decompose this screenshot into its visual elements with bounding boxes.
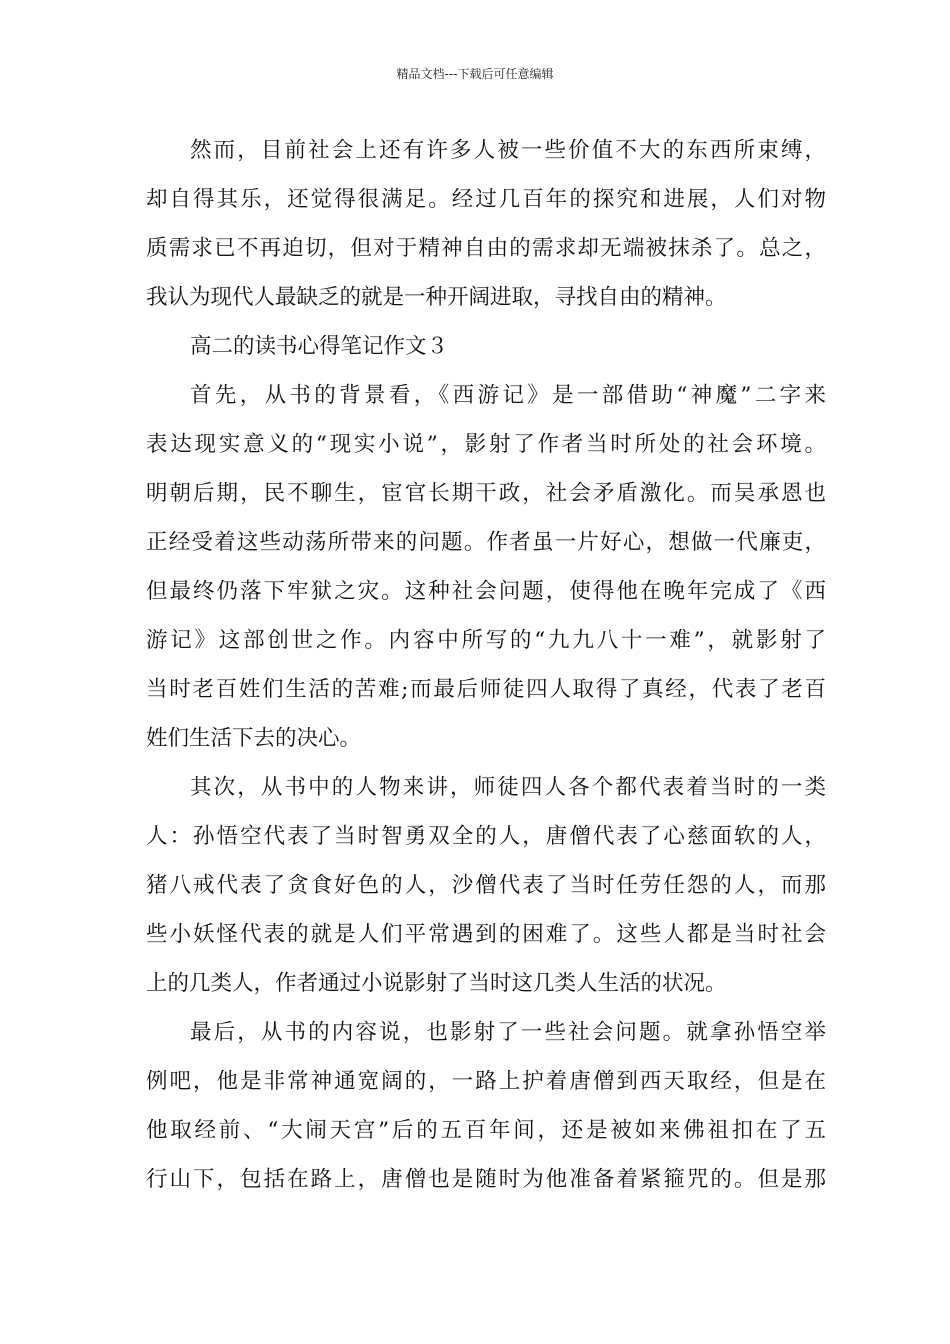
text-line: 最后，从书的内容说，也影射了一些社会问题。就拿孙悟空举 — [190, 1020, 826, 1045]
text-line: 当时老百姓们生活的苦难;而最后师徒四人取得了真经，代表了老百 — [146, 677, 826, 702]
text-line: 游记》这部创世之作。内容中所写的“九九八十一难”，就影射了 — [146, 628, 826, 653]
text-line: 但最终仍落下牢狱之灾。这种社会问题，使得他在晚年完成了《西 — [146, 579, 826, 604]
page-header: 精品文档---下载后可任意编辑 — [396, 67, 554, 81]
text-line: 其次，从书中的人物来讲，师徒四人各个都代表着当时的一类 — [190, 775, 826, 800]
text-line: 上的几类人，作者通过小说影射了当时这几类人生活的状况。 — [146, 971, 727, 996]
text-line: 然而，目前社会上还有许多人被一些价值不大的东西所束缚， — [190, 138, 826, 163]
text-line: 首先，从书的背景看，《西游记》是一部借助“神魔”二字来 — [190, 383, 826, 408]
text-line: 人：孙悟空代表了当时智勇双全的人，唐僧代表了心慈面软的人， — [146, 824, 826, 849]
text-line: 正经受着这些动荡所带来的问题。作者虽一片好心，想做一代廉吏， — [146, 530, 826, 555]
text-line: 我认为现代人最缺乏的就是一种开阔进取，寻找自由的精神。 — [146, 285, 727, 310]
text-line: 行山下，包括在路上，唐僧也是随时为他准备着紧箍咒的。但是那 — [146, 1167, 826, 1192]
text-line: 高二的读书心得笔记作文３ — [190, 334, 449, 359]
text-line: 例吧，他是非常神通宽阔的，一路上护着唐僧到西天取经，但是在 — [146, 1069, 826, 1094]
text-line: 明朝后期，民不聊生，宦官长期干政，社会矛盾激化。而吴承恩也 — [146, 481, 826, 506]
text-line: 姓们生活下去的决心。 — [146, 726, 362, 751]
text-line: 质需求已不再迫切，但对于精神自由的需求却无端被抹杀了。总之， — [146, 236, 826, 261]
text-line: 猪八戒代表了贪食好色的人，沙僧代表了当时任劳任怨的人，而那 — [146, 873, 826, 898]
text-line: 表达现实意义的“现实小说”，影射了作者当时所处的社会环境。 — [146, 432, 826, 457]
text-line: 却自得其乐，还觉得很满足。经过几百年的探究和进展，人们对物 — [146, 187, 826, 212]
text-line: 他取经前、“大闹天宫”后的五百年间，还是被如来佛祖扣在了五 — [146, 1118, 826, 1143]
document-body — [146, 136, 826, 1214]
text-line: 些小妖怪代表的就是人们平常遇到的困难了。这些人都是当时社会 — [146, 922, 826, 947]
